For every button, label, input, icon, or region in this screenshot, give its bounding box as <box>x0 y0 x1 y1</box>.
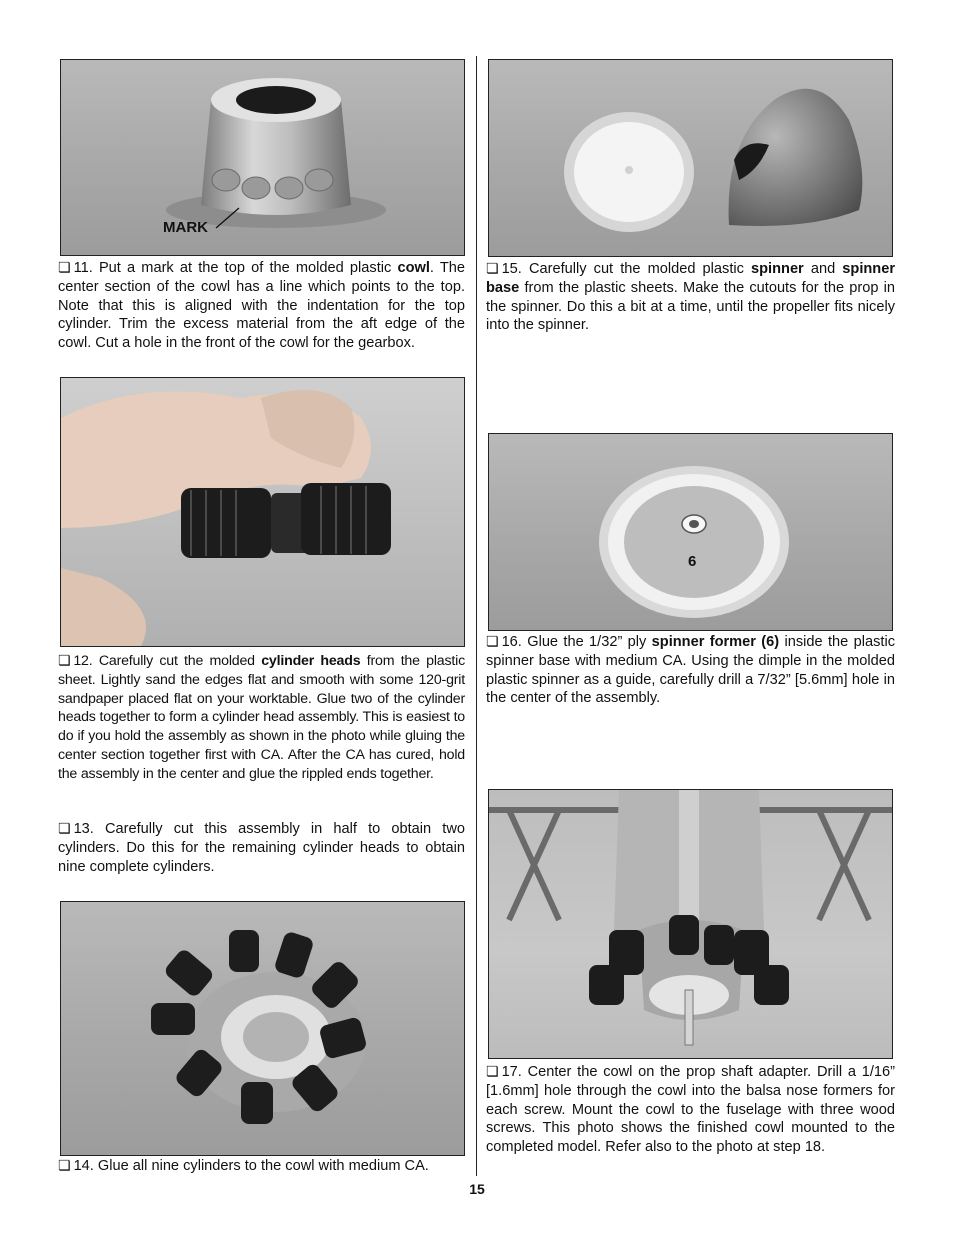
spinner-illustration <box>489 60 892 256</box>
photo-label-former-number: 6 <box>688 553 697 570</box>
photo-cylinder-assembly <box>60 377 465 647</box>
spinner-former-illustration <box>489 434 892 630</box>
checkbox-icon[interactable]: ❏ <box>486 261 499 277</box>
photo-cowl-mounted <box>488 789 893 1059</box>
step-11: ❏ 11. Put a mark at the top of the molded plastic cowl. The center section of the cowl has a line which points to the top. Note that this is aligned with the indentation for the top cylinder. Trim the excess material from the aft edge of the cowl. Cut a hole in the front of the cowl for the gearbox. <box>58 260 465 352</box>
checkbox-icon[interactable]: ❏ <box>486 634 499 650</box>
photo-cowl-mark <box>60 59 465 256</box>
checkbox-icon[interactable]: ❏ <box>486 1064 499 1080</box>
photo-spinner-parts <box>488 59 893 257</box>
step-13: ❏ 13. Carefully cut this assembly in half to obtain two cylinders. Do this for the remaining cylinder heads to obtain nine complete cylinders. <box>58 821 465 875</box>
column-divider <box>476 56 477 1176</box>
mounted-cowl-illustration <box>489 790 892 1058</box>
step-15: ❏ 15. Carefully cut the molded plastic spinner and spinner base from the plastic sheets. Make the cutouts for the prop in the spinner. Do this a bit at a time, until the propeller fits nicely into the spinner. <box>486 261 896 334</box>
checkbox-icon[interactable]: ❏ <box>58 260 71 276</box>
photo-radial-engine <box>60 901 465 1156</box>
checkbox-icon[interactable]: ❏ <box>58 821 71 837</box>
radial-engine-illustration <box>61 902 464 1155</box>
photo-label-mark: MARK <box>163 219 208 236</box>
photo-spinner-former <box>488 433 893 631</box>
step-17: ❏ 17. Center the cowl on the prop shaft adapter. Drill a 1/16” [1.6mm] hole through the cowl into the balsa nose formers for each screw. Mount the cowl to the fuselage with three wood screws. This photo shows the finished cowl mounted to the completed model. Refer also to the photo at step 18. <box>486 1064 895 1156</box>
cowl-illustration <box>61 60 464 255</box>
checkbox-icon[interactable]: ❏ <box>58 653 71 669</box>
step-16: ❏ 16. Glue the 1/32” ply spinner former (6) inside the plastic spinner base with medium CA. Using the dimple in the molded plastic spinner as a guide, carefully drill a 7/32” [5.6mm] hole in the center of the assembly. <box>486 634 895 707</box>
checkbox-icon[interactable]: ❏ <box>58 1158 71 1174</box>
hand-illustration <box>61 378 464 646</box>
page-number: 15 <box>469 1181 485 1197</box>
step-12: ❏ 12. Carefully cut the molded cylinder heads from the plastic sheet. Lightly sand the edges flat and smooth with some 120-grit sandpaper placed flat on your worktable. Glue two of the cylinder heads together to form a cylinder head assembly. This is easiest to do if you hold the assembly as shown in the photo while gluing the center section together first with CA. After the CA has cured, hold the assembly in the center and glue the rippled ends together. <box>58 653 465 782</box>
step-14: ❏ 14. Glue all nine cylinders to the cowl with medium CA. <box>58 1158 429 1174</box>
